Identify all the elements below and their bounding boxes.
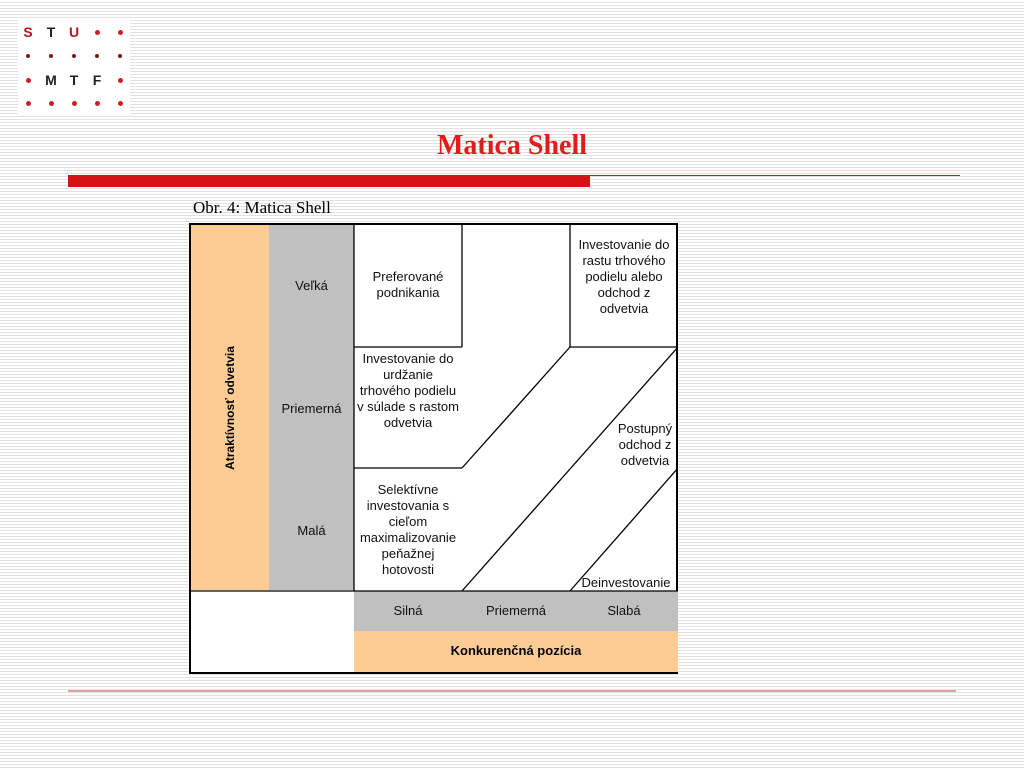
logo-dot — [87, 93, 107, 113]
row-label-low: Malá — [297, 523, 326, 538]
cell-preferred-business: Preferované podnikania — [372, 269, 444, 300]
title-underline-bar — [68, 175, 590, 187]
cell-invest-maintain: Investovanie do urdžanie trhového podielu v súlade s rastom odvetvia — [357, 351, 459, 430]
logo-letter-t2: T — [69, 72, 79, 88]
x-axis-label: Konkurenčná pozícia — [450, 643, 582, 658]
cell-selective-investment: Selektívne investovania s cieľom maximalizovanie peňažnej hotovosti — [359, 482, 457, 577]
logo-letter-m: M — [45, 72, 57, 88]
figure-caption: Obr. 4: Matica Shell — [193, 198, 331, 217]
logo-dot — [64, 46, 84, 66]
cell-invest-growth-or-exit: Investovanie do rastu trhového podielu alebo odchod z odvetvia — [578, 237, 670, 316]
footer-line — [68, 690, 956, 692]
col-label-medium: Priemerná — [486, 603, 546, 618]
cell-divestment: Deinvestovanie — [581, 575, 671, 590]
diagonal-line — [570, 468, 678, 591]
slide-title: Matica Shell — [436, 130, 588, 161]
diagonal-line — [462, 347, 570, 468]
logo-dot — [87, 46, 107, 66]
y-axis-label: Atraktívnosť odvetvia — [223, 346, 237, 470]
logo-dot — [110, 46, 130, 66]
logo-letter-t: T — [46, 24, 56, 40]
diagonal-line — [462, 347, 678, 591]
title-underline-line — [590, 175, 960, 176]
logo-dot — [18, 46, 38, 66]
logo-dot — [41, 93, 61, 113]
logo-letter-u: U — [68, 24, 80, 40]
logo-dot — [110, 93, 130, 113]
logo-letter-s: S — [23, 24, 33, 40]
shell-matrix — [189, 223, 678, 674]
logo-dot — [64, 93, 84, 113]
logo-dot — [110, 22, 130, 42]
row-label-high: Veľká — [295, 278, 328, 293]
logo-letter-f: F — [92, 72, 102, 88]
logo-dot — [18, 70, 38, 90]
logo-dot — [41, 46, 61, 66]
logo-dot — [87, 22, 107, 42]
row-label-medium: Priemerná — [281, 401, 342, 416]
cell-gradual-exit: Postupný odchod z odvetvia — [617, 421, 673, 468]
stu-mtf-logo — [18, 20, 130, 115]
logo-dot — [110, 70, 130, 90]
col-label-strong: Silná — [393, 603, 423, 618]
logo-dot — [18, 93, 38, 113]
col-label-weak: Slabá — [607, 603, 641, 618]
